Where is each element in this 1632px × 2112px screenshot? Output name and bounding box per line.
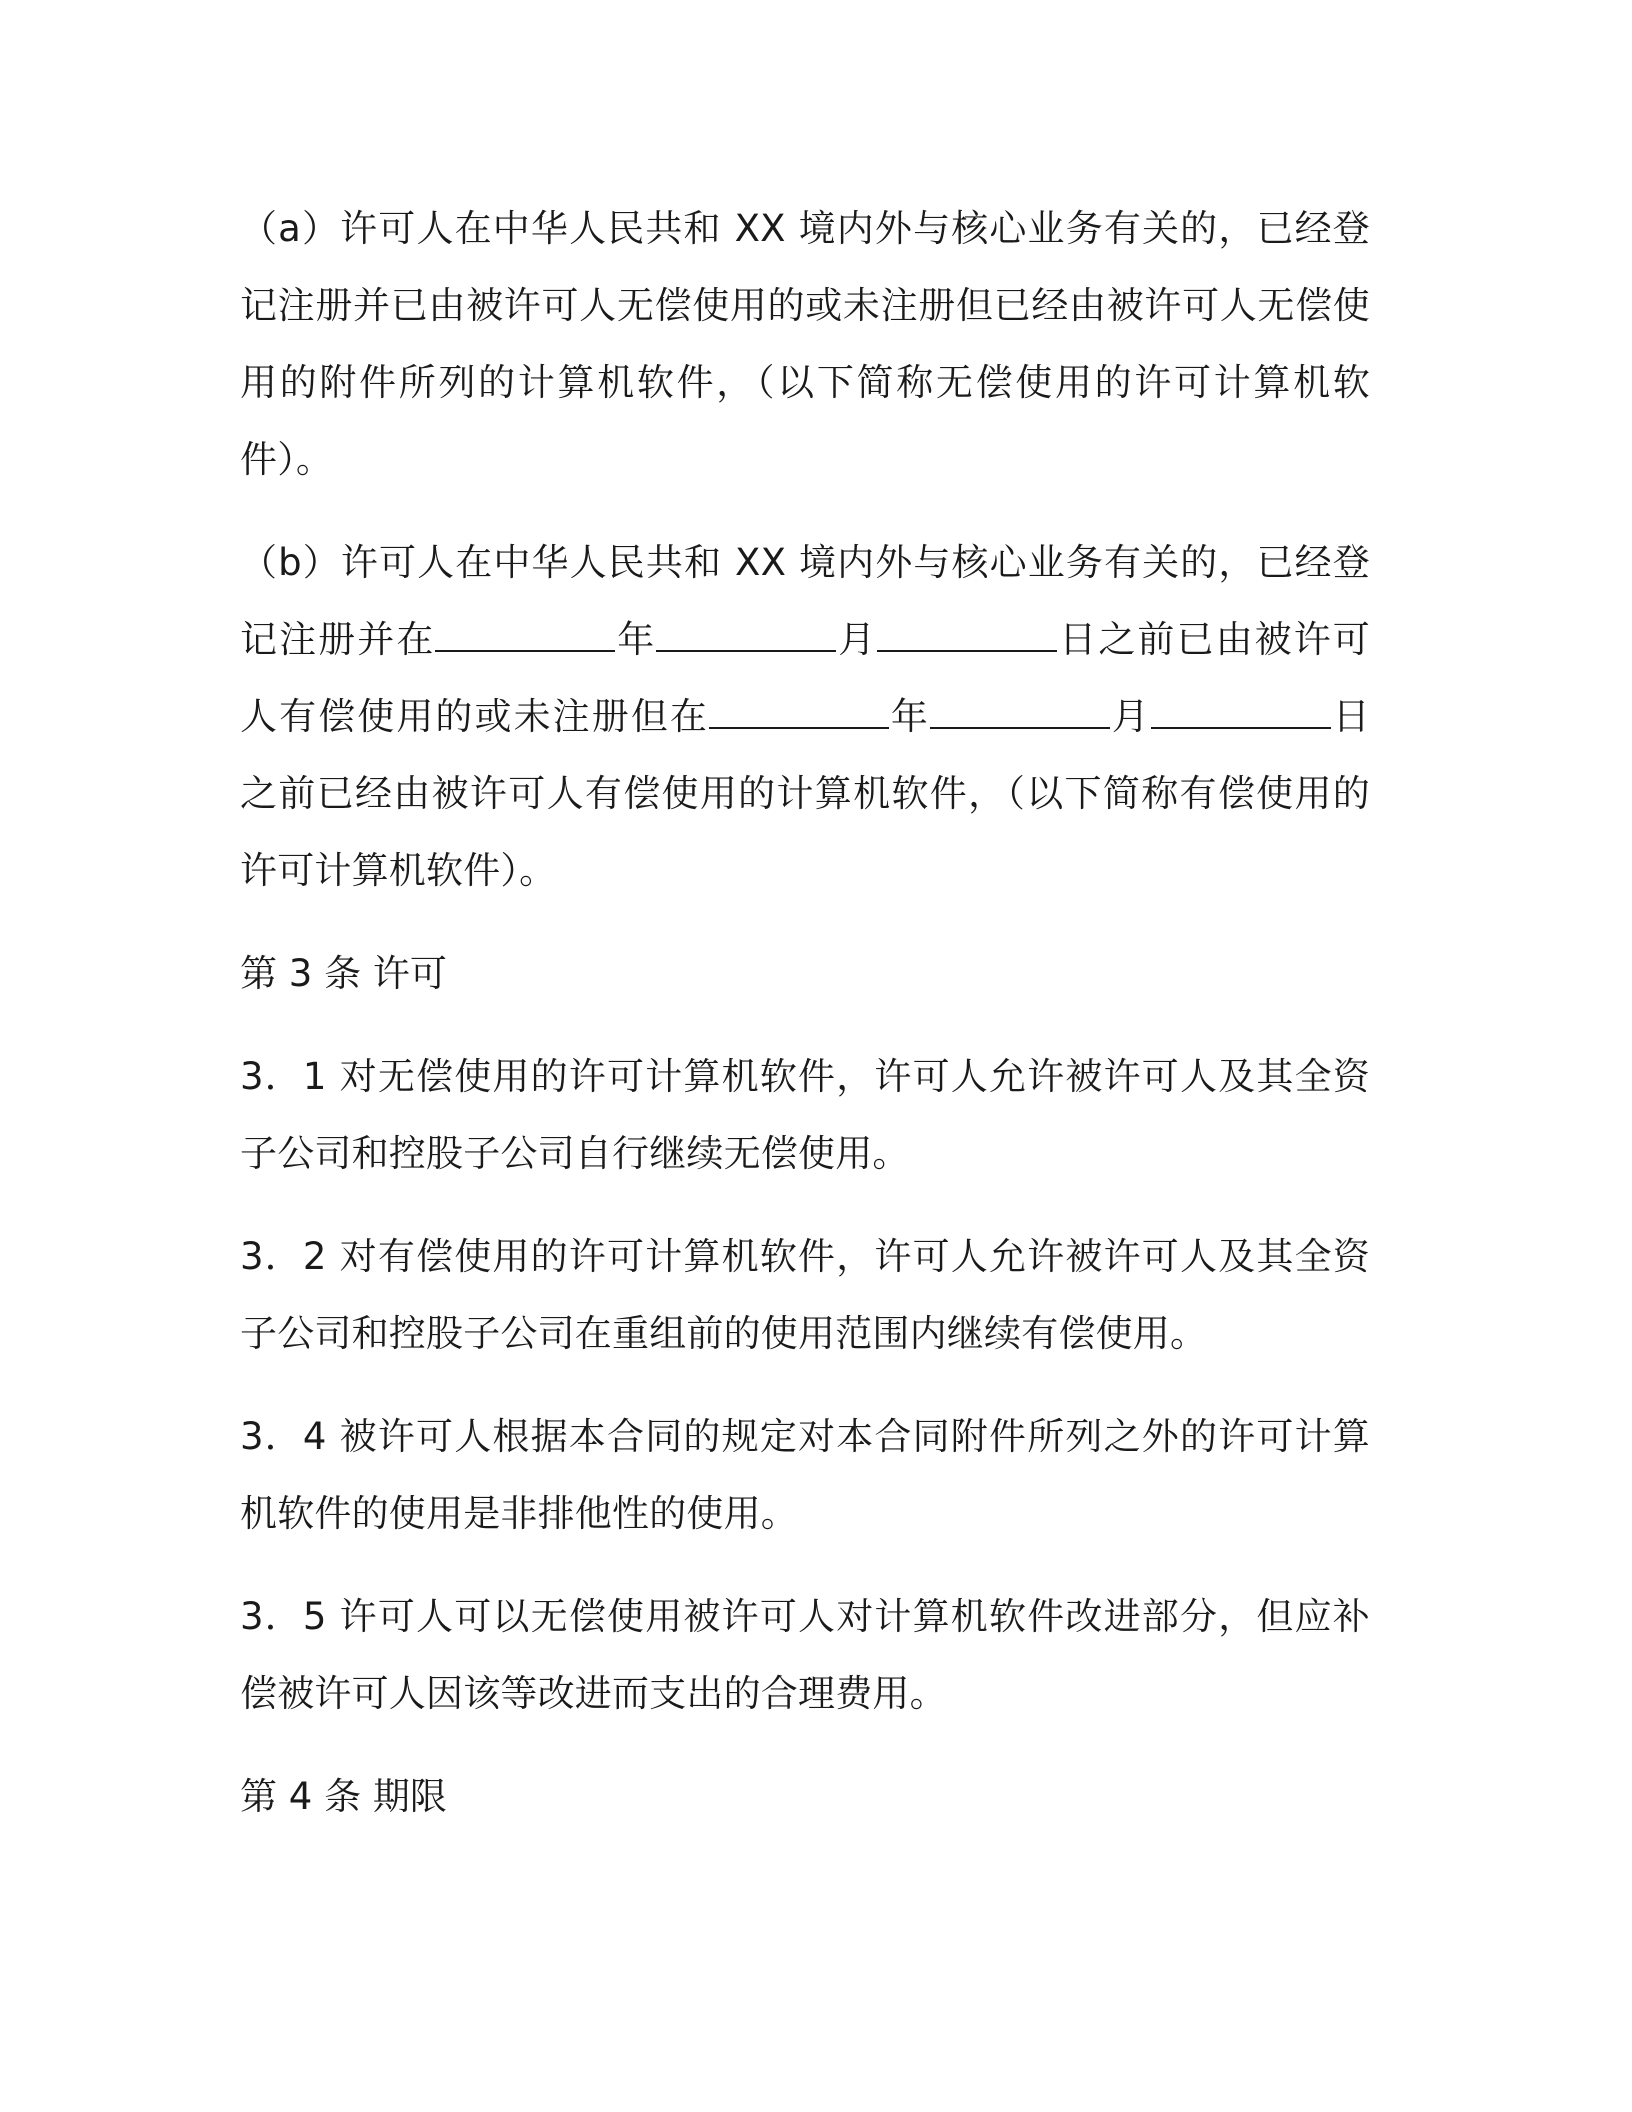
paragraph-b-text-1: （b）许可人在中华人民共和 XX 境内外与核心业务有关的，已经登记注册并在 [240,541,1370,661]
paragraph-b [240,524,1370,909]
blank-year-1 [435,620,615,652]
month-label-1: 月 [836,618,878,661]
year-label-2: 年 [888,695,930,738]
clause-3-5: 3．5 许可人可以无偿使用被许可人对计算机软件改进部分，但应补偿被许可人因该等改进而支出的合理费用。 [240,1595,1370,1715]
blank-day-1 [877,620,1057,652]
blank-day-2 [1151,697,1331,729]
blank-month-1 [656,620,836,652]
article-3-heading: 第 3 条 许可 [240,952,447,995]
clause-3-2: 3．2 对有偿使用的许可计算机软件，许可人允许被许可人及其全资子公司和控股子公司在重组前的使用范围内继续有偿使用。 [240,1235,1370,1355]
year-label-1: 年 [615,618,657,661]
clause-3-4: 3．4 被许可人根据本合同的规定对本合同附件所列之外的许可计算机软件的使用是非排他性的使用。 [240,1415,1370,1535]
document-page [240,190,1370,1861]
clause-3-1: 3．1 对无偿使用的许可计算机软件，许可人允许被许可人及其全资子公司和控股子公司自行继续无偿使用。 [240,1055,1370,1175]
paragraph-b-text-2: 日之前已由被许可人有偿使用的或未注册但在 [240,618,1371,738]
paragraph-a: （a）许可人在中华人民共和 XX 境内外与核心业务有关的，已经登记注册并已由被许可人无偿使用的或未注册但已经由被许可人无偿使用的附件所列的计算机软件，（以下简称无偿使用的许可计算机软件）。 [240,207,1370,481]
blank-year-2 [709,697,889,729]
paragraph-b-text-3: 日之前已经由被许可人有偿使用的计算机软件，（以下简称有偿使用的许可计算机软件）。 [240,695,1371,892]
month-label-2: 月 [1109,695,1151,738]
blank-month-2 [930,697,1110,729]
article-4-heading: 第 4 条 期限 [240,1775,447,1818]
